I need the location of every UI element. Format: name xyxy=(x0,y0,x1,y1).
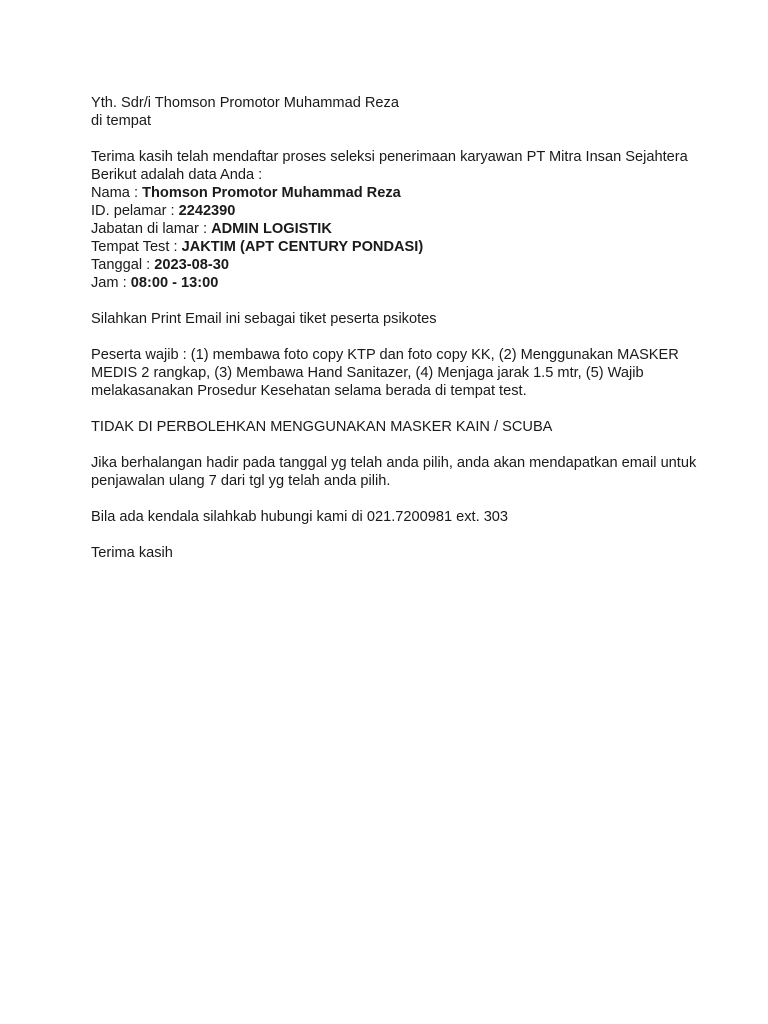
field-date-label: Tanggal : xyxy=(91,257,155,273)
thanks-paragraph: Terima kasih telah mendaftar proses seleksi penerimaan karyawan PT Mitra Insan Sejahtera xyxy=(91,149,688,165)
field-time-label: Jam : xyxy=(91,275,131,291)
field-applicant-id-label: ID. pelamar : xyxy=(91,203,179,219)
paragraph-spacer xyxy=(91,292,711,310)
closing: Terima kasih xyxy=(91,545,173,561)
field-name-value: Thomson Promotor Muhammad Reza xyxy=(142,185,401,201)
field-time-value: 08:00 - 13:00 xyxy=(130,275,219,291)
requirements-paragraph: Peserta wajib : (1) membawa foto copy KTP dan foto copy KK, (2) Menggunakan MASKER MEDIS 2 rangkap, (3) Membawa Hand Sanitazer, (4) Menjaga jarak 1.5 mtr, (5) Wajib melakasanakan Prosedur Kesehatan selama berada di tempat test. xyxy=(91,347,679,399)
field-date-value: 2023-08-30 xyxy=(154,257,229,273)
greeting-location: di tempat xyxy=(91,113,152,129)
field-position xyxy=(91,220,711,238)
field-position-label: Jabatan di lamar : xyxy=(91,221,212,237)
contact-note: Bila ada kendala silahkab hubungi kami di 021.7200981 ext. 303 xyxy=(91,509,509,525)
paragraph-spacer xyxy=(91,436,711,454)
field-name xyxy=(91,184,711,202)
field-test-place-value: JAKTIM (APT CENTURY PONDASI) xyxy=(181,239,424,255)
paragraph-spacer xyxy=(91,328,711,346)
paragraph-spacer xyxy=(91,400,711,418)
field-applicant-id-value: 2242390 xyxy=(178,203,236,219)
field-test-place xyxy=(91,238,711,256)
print-note: Silahkan Print Email ini sebagai tiket peserta psikotes xyxy=(91,311,437,327)
field-time xyxy=(91,274,711,292)
paragraph-spacer xyxy=(91,490,711,508)
field-position-value: ADMIN LOGISTIK xyxy=(211,221,332,237)
data-intro: Berikut adalah data Anda : xyxy=(91,167,263,183)
email-letter-body xyxy=(91,94,711,562)
greeting-recipient: Yth. Sdr/i Thomson Promotor Muhammad Reza xyxy=(91,95,399,111)
mask-warning: TIDAK DI PERBOLEHKAN MENGGUNAKAN MASKER KAIN / SCUBA xyxy=(91,419,553,435)
reschedule-note: Jika berhalangan hadir pada tanggal yg telah anda pilih, anda akan mendapatkan email untuk penjawalan ulang 7 dari tgl yg telah anda pilih. xyxy=(91,455,697,489)
paragraph-spacer xyxy=(91,526,711,544)
paragraph-spacer xyxy=(91,130,711,148)
field-name-label: Nama : xyxy=(91,185,143,201)
field-applicant-id xyxy=(91,202,711,220)
field-date xyxy=(91,256,711,274)
field-test-place-label: Tempat Test : xyxy=(91,239,182,255)
